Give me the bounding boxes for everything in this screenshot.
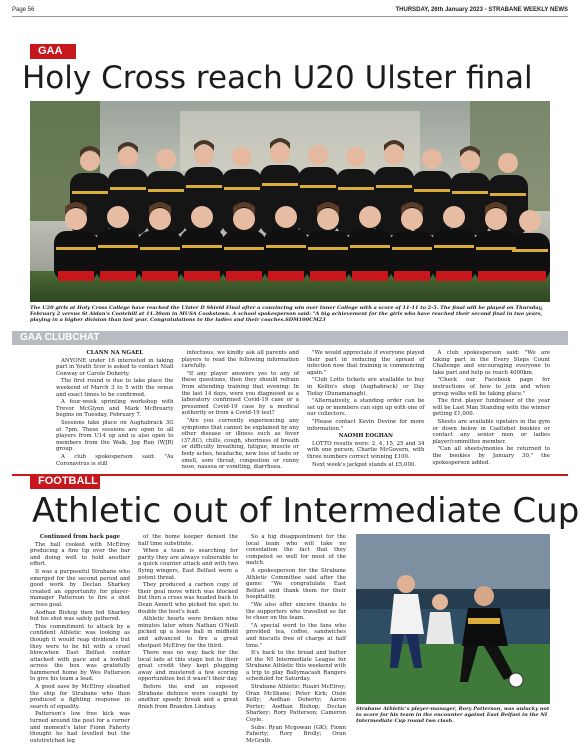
football-paragraph: Aodhan Bishop then fed Sharkey but his shot was safely gathered. [30, 609, 130, 623]
football-paragraph: Subs: Ryan Mcgowan (GK); Fionn Faherty; Rory Brolly; Oran McGrath. [246, 724, 346, 744]
football-paragraph: This commitment to attack by a confident Athletic was looking as though it would reap dividends but they were to be hit with a cruel blow,when East Belfast center attacked with pace and a lowball across the box was gratefully hammered home by Wes Patterson to give his team a lead. [30, 623, 130, 683]
clubchat-paragraph: The first player fundraiser of the year will be Last Man Standing with the winner getting £1,000. [432, 398, 550, 418]
team-photo-caption: The U20 girls at Holy Cross College have reached the Ulster D Shield Final after a convincing win over Inner College with a score of 11-11 to 2-5. The final will be played on Thursday, February 2 versus St Aidan's Cootehill at 11.30am in MUSA Cookstown. A school spokesperson said: "A big achievement for the girls who have reached their second final in two years, playing in a higher division than last year. Congratulations to the ladies and their coaches.SDM100CM23 [30, 305, 543, 324]
clubchat-paragraph: LOTTO results were: 2, 4, 15, 25 and 34 with one person, Charlie McGovern, with three numbers correct winning £100. [307, 440, 425, 460]
page-header [12, 4, 568, 16]
football-paragraph: A spokesperson for the Strabane Athletic Committee said after the game: "We congratulate East Belfast and thank them for their hospitality. [246, 567, 346, 601]
clubchat-column [433, 350, 551, 468]
football-paragraph: Before the end an exposed Strabane defence were caught by another speedy break and a great finish from Brandon Lindsay. [138, 684, 238, 710]
football-paragraph: When a team is searching for parity they are always vulnerable to a quick counter attack and with two flying wingers, East Belfast were a potent threat. [138, 548, 238, 581]
football-paragraph: Patterson's low free kick was turned around the post for a corner and moment's later Fionn Faherty thought he had levelled but the outstretched leg [30, 711, 130, 744]
football-paragraph: of the home keeper denied the half time substitute. [138, 534, 238, 547]
football-paragraph: "We also offer sincere thanks to the supporters who travelled so far to cheer on the team. [246, 601, 346, 622]
clubchat-column [56, 350, 174, 468]
clubchat-paragraph: Sheets are available upstairs in the gym or down below in Castlebet bookies or contact any senior men or ladies player/committee member. [432, 418, 550, 445]
clubchat-paragraph: The first round is due to take place the weekend of March 3 to 5 with the venue and exact times to be confirmed. [56, 378, 174, 398]
clubchat-bar: GAA CLUBCHAT [12, 331, 568, 345]
football-action-photo [356, 534, 550, 704]
football-paragraph: It's back to the bread and butter of the NI Intermediate League for Strabane Athletic this weekend with a trip to play Ballymacash Rangers scheduled for Saturday. [246, 650, 346, 683]
football-paragraph: So a big disappointment for the local team who will take no consolation the fact that they competed so well for most of the match. [246, 534, 346, 567]
team-photo-graphic [30, 101, 550, 302]
team-photo [30, 101, 550, 302]
clubchat-column [307, 350, 425, 468]
football-column [246, 534, 346, 744]
football-paragraph: "A special word to the fans who provided tea, coffee, sandwiches and biscuits free of charge at half time." [246, 622, 346, 649]
clubchat-column [181, 350, 300, 471]
football-paragraph: A good save by McElroy steadied the ship for Strabane who then produced a fighting response in search of equality. [30, 684, 130, 710]
clubchat-paragraph: "Check our Facebook page for instructions of how to join and when group walks will be taking place." [432, 377, 550, 397]
clubchat-paragraph: "We would appreciate if everyone played their part in reducing the spread of infection now that training is commencing again." [307, 350, 425, 376]
gaa-section-tag: GAA [30, 44, 76, 59]
issue-date-title: THURSDAY, 26th January 2023 - STRABANE WEEKLY NEWS [395, 7, 568, 13]
page-number: Page 56 [12, 7, 35, 13]
clubchat-paragraph: infectious, we kindly ask all parents and players to read the following information carefully. [181, 350, 299, 370]
clubchat-paragraph: "Club Lotto tickets are available to buy in Keilin's shop (Aughabrack) or Day Today (Dunamanagh). [307, 377, 425, 397]
clubchat-paragraph: "Alternatively, a standing order can be set up or members can sign up with one of our collectors. [307, 398, 425, 418]
football-paragraph: It was a purposeful Strabane who emerged for the second period and good work by Declan Sharkey created an opportunity for player-manager Patterson to fire a shot across goal. [30, 568, 130, 608]
clubchat-paragraph: A four-week sprinting workshop with Trevor McGlynn and Mark McBrearty begins on Tuesday, February 7. [56, 399, 174, 419]
clubchat-paragraph: ANYONE under 16 interested in taking part in Youth Scor is asked to contact Niall Conway or Carole Doherty. [56, 357, 174, 377]
football-paragraph: There was no way back for the local lads at this stage but to their great credit they kept plugging away and mustered a few scoring opportunities but it wasn't their day. [138, 650, 238, 683]
clubchat-subheading: CLANN NA NGAEL [86, 350, 144, 356]
clubchat-paragraph: "Please contact Kevin Devine for more information." [307, 418, 425, 432]
football-paragraph: Strabane Athletic: Ruairi McElroy; Oran McShane; Peter Kirk; Oisin Kelly; Aodhan Doherty; Aaron Porter; Aodhan Bishop; Declan Sharkey; Rory Patterson; Cameron Coyle. [246, 684, 346, 724]
clubchat-paragraph: "Can all sheets/monies be returned to the bookies by January 30," the spokesperson added. [432, 446, 550, 466]
football-headline: Athletic out of Intermediate Cup [32, 491, 580, 531]
header-rule [12, 16, 568, 17]
football-column [138, 534, 238, 730]
football-paragraph: Athletic hearts were broken nine minutes later when Nathan O'Neill picked up a loose ball in midfield and advanced to fire a great shotpast McElroy for the third. [138, 616, 238, 649]
clubchat-paragraph: Next week's jackpot stands at £5,000. [312, 461, 417, 468]
gaa-headline: Holy Cross reach U20 Ulster final [22, 60, 533, 96]
football-columns [30, 534, 346, 744]
clubchat-paragraph: Sessions take place on Aughabrack 3G at 7pm. These sessions are open to all players from U14 up and is also open to members from the Walk, Jog Run (WJR) group. [56, 419, 174, 453]
football-photo-caption: Strabane Athletic's player-manager, Rory Patterson, was unlucky not to score for his team in the encounter against East Belfast in the NI Intermediate Cup round two clash. [356, 706, 550, 725]
football-photo-graphic [356, 534, 550, 704]
clubchat-columns [56, 350, 550, 471]
clubchat-paragraph: A club spokesperson said: "We are taking part in the Every Steps Count Challenge and encouraging everyone to take part and help us reach 4000km. [432, 350, 550, 376]
football-subheading: Continued from back page [39, 534, 121, 540]
football-section-tag: FOOTBALL [30, 474, 100, 489]
clubchat-paragraph: A club spokesperson said: "As Coronavirus is still [56, 453, 174, 467]
clubchat-subheading: NAOMH EOGHAN [338, 433, 393, 440]
clubchat-paragraph: "If any player answers yes to any of these questions, then they should refrain from attending training that evening: In the last 14 days, were you diagnosed as a laboratory confirmed Covid-19 case or a presumed Covid-19 case by a medical authority or from a Covid-19 test? [181, 370, 299, 417]
clubchat-paragraph: "Are you currently experiencing any symptoms that cannot be explained by any other disease or illness such as fever (37.8C), chills, cough, shortness of breath or difficulty breathing, fatigue, muscle or body aches, headache, new loss of taste or smell, sore throat, congestion or runny nose, nausea or vomiting, diarrhoea. [181, 417, 299, 471]
football-paragraph: The ball cooked with McElroy producing a fine tip over the bar and doing well to hold another effort. [30, 541, 130, 568]
football-column [30, 534, 130, 744]
football-paragraph: They produced a carbon copy of their goal move which was blocked but then a cross was headed back to Dean Annett who picked his spot to double the host's lead. [138, 582, 238, 615]
